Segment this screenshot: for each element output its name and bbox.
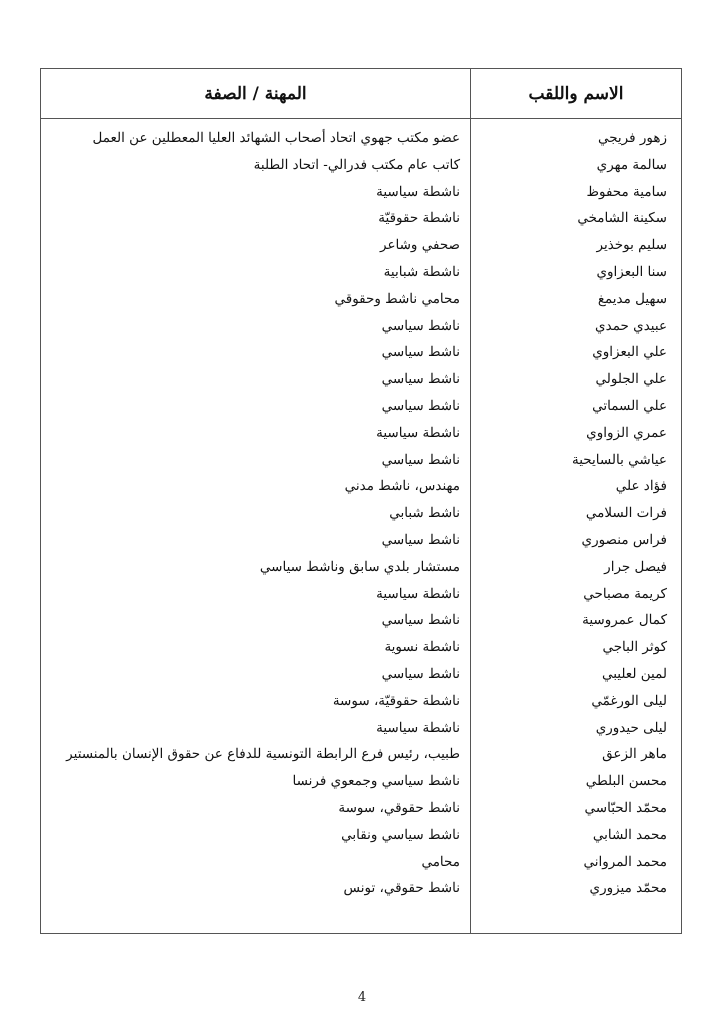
name-cell: محمّد الحبّاسي [584, 799, 667, 816]
occupation-cell: ناشط سياسي [381, 371, 460, 388]
name-cell: عمري الزواوي [586, 424, 667, 441]
occupation-cell: ناشط حقوقي، تونس [343, 880, 460, 897]
page-number: 4 [357, 990, 367, 1005]
name-cell: علي السماتي [592, 397, 667, 414]
name-cell: ليلى حيدوري [595, 719, 667, 736]
occupation-cell: ناشطة سياسية [376, 719, 460, 736]
names-column [470, 119, 681, 933]
name-cell: محمّد ميزوري [589, 880, 667, 897]
name-cell: ليلى الورغمّي [591, 692, 667, 709]
occupation-cell: ناشطة شبابية [383, 263, 460, 280]
name-cell: سالمة مهري [596, 156, 667, 173]
occupation-cell: ناشط سياسي [381, 397, 460, 414]
occupation-cell: ناشط سياسي [381, 344, 460, 361]
occupations-column [41, 119, 470, 933]
occupation-cell: ناشطة سياسية [376, 424, 460, 441]
name-cell: كمال عمروسية [582, 612, 667, 629]
name-cell: ماهر الزعق [602, 746, 667, 763]
occupation-cell: كاتب عام مكتب فدرالي- اتحاد الطلبة [253, 156, 460, 173]
occupation-cell: ناشطة سياسية [376, 585, 460, 602]
name-cell: فؤاد علي [615, 478, 667, 495]
occupation-cell: ناشط سياسي وجمعوي فرنسا [292, 773, 460, 790]
name-cell: علي البعزاوي [592, 344, 667, 361]
name-cell: سكينة الشامخي [577, 210, 667, 227]
occupation-cell: ناشط سياسي ونقابي [341, 826, 460, 843]
name-cell: سليم بوخذير [596, 237, 667, 254]
occupation-cell: ناشط شبابي [389, 505, 460, 522]
occupation-cell: ناشطة نسوية [384, 639, 460, 656]
occupation-cell: ناشطة حقوقيّة، سوسة [332, 692, 460, 709]
occupation-cell: ناشط سياسي [381, 612, 460, 629]
occupation-cell: مهندس، ناشط مدني [344, 478, 460, 495]
occupation-cell: محامي [421, 853, 460, 870]
name-cell: سامية محفوظ [586, 183, 667, 200]
occupation-cell: ناشطة حقوقيّة [378, 210, 460, 227]
name-cell: سهيل مديمغ [597, 290, 667, 307]
occupation-cell: ناشط حقوقي، سوسة [338, 799, 460, 816]
name-cell: زهور فريجي [597, 130, 667, 146]
occupation-cell: ناشط سياسي [381, 451, 460, 468]
name-cell: كوثر الباجي [602, 639, 667, 656]
occupation-cell: ناشط سياسي [381, 665, 460, 682]
name-cell: محمد المرواني [583, 853, 667, 870]
occupation-cell: مستشار بلدي سابق وناشط سياسي [259, 558, 460, 575]
table-header [41, 69, 681, 119]
name-cell: عياشي بالسايحية [571, 451, 667, 468]
occupation-column-header: المهنة / الصفة [204, 83, 307, 104]
name-cell: كريمة مصباحي [583, 585, 667, 602]
occupation-cell: عضو مكتب جهوي اتحاد أصحاب الشهائد العليا المعطلين عن العمل [92, 130, 460, 146]
occupation-cell: صحفي وشاعر [380, 237, 460, 254]
occupation-cell: ناشط سياسي [381, 317, 460, 334]
name-cell: عبيدي حمدي [595, 317, 667, 334]
name-cell: سنا البعزاوي [596, 263, 667, 280]
occupation-cell: طبيب، رئيس فرع الرابطة التونسية للدفاع عن حقوق الإنسان بالمنستير [66, 746, 460, 763]
occupation-cell: ناشطة سياسية [376, 183, 460, 200]
signatories-table [40, 68, 682, 934]
occupation-cell: ناشط سياسي [381, 531, 460, 548]
name-cell: لمين لعليبي [601, 665, 667, 682]
table-body [41, 119, 681, 933]
occupation-cell: محامي ناشط وحقوقي [334, 290, 460, 307]
name-cell: محمد الشابي [592, 826, 667, 843]
name-cell: محسن البلطي [585, 773, 667, 790]
name-cell: فراس منصوري [581, 531, 667, 548]
name-cell: علي الجلولي [595, 371, 667, 388]
name-column-header: الاسم واللقب [470, 69, 681, 118]
name-cell: فرات السلامي [585, 505, 667, 522]
name-cell: فيصل جرار [604, 558, 667, 575]
